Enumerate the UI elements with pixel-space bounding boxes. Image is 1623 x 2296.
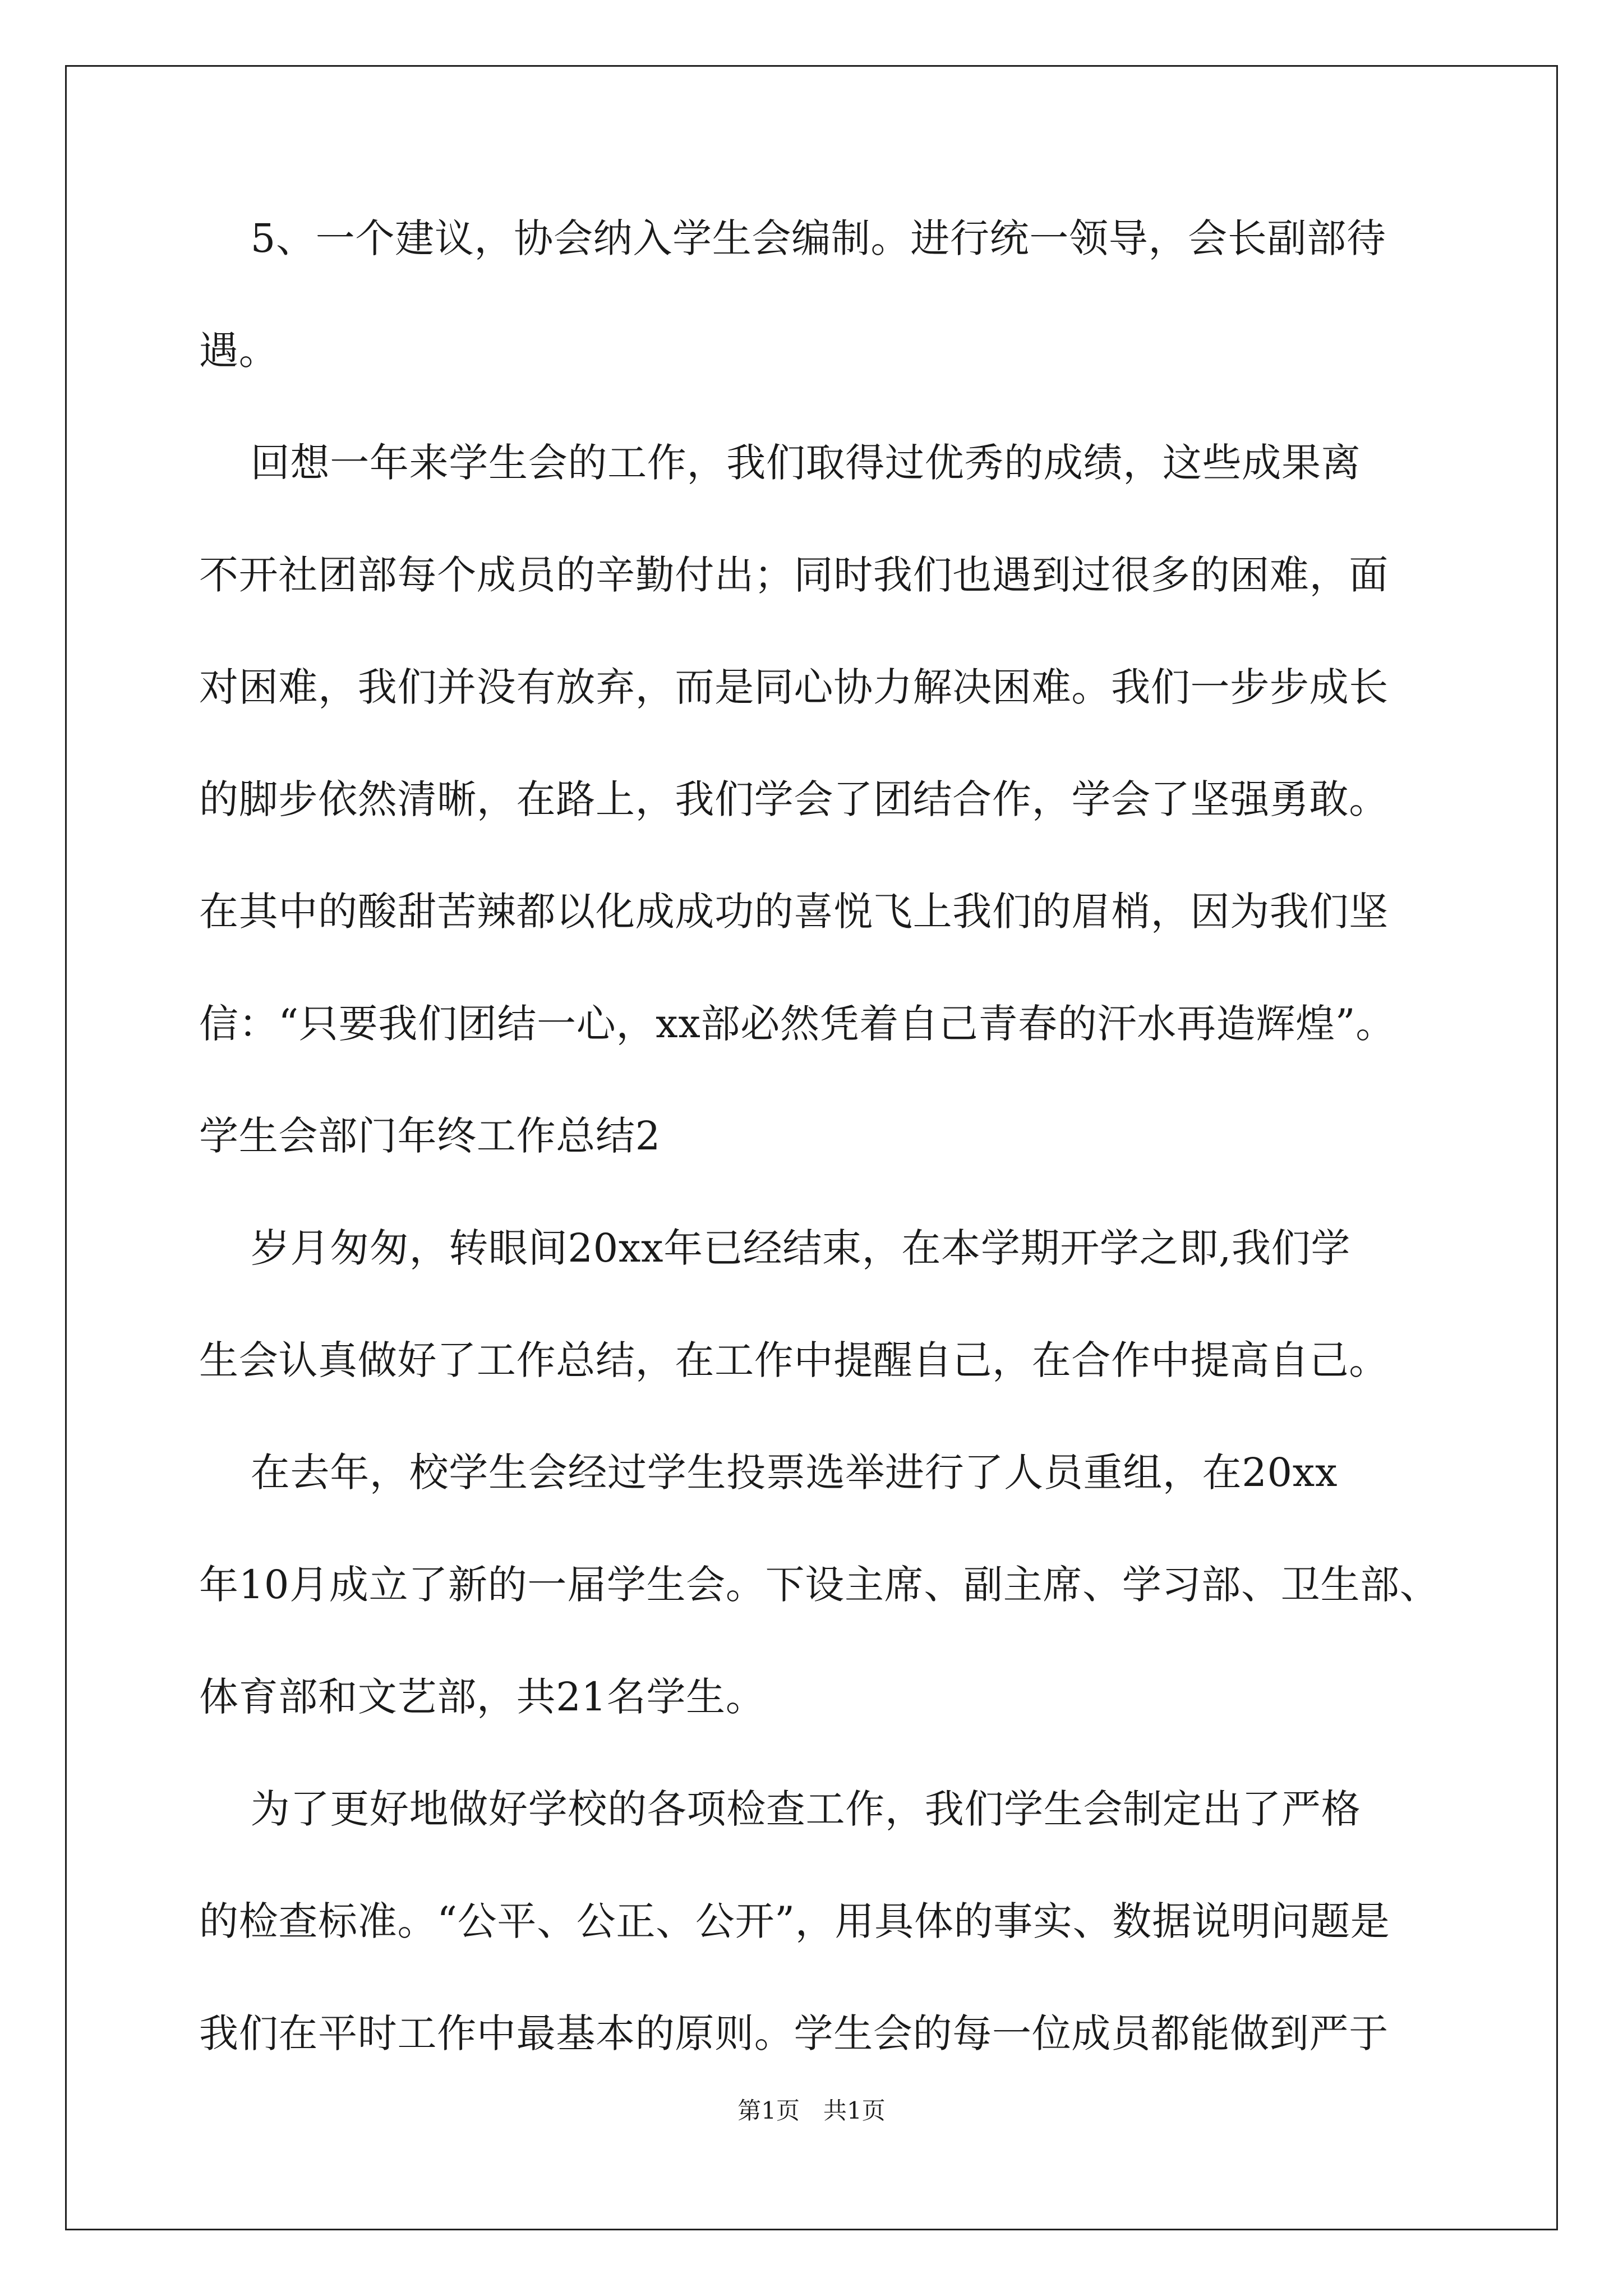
text-line-10: 岁月匆匆，转眼间20xx年已经结束，在本学期开学之即,我们学 — [199, 1225, 1351, 1271]
section-heading: 学生会部门年终工作总结2 — [199, 1113, 661, 1159]
text-line-2: 遇。 — [199, 328, 279, 374]
text-line-11: 生会认真做好了工作总结，在工作中提醒自己，在合作中提高自己。 — [199, 1337, 1389, 1383]
text-line-17: 我们在平时工作中最基本的原则。学生会的每一位成员都能做到严于 — [199, 2010, 1389, 2056]
text-line-16: 的检查标准。“公平、公正、公开”，用具体的事实、数据说明问题是 — [199, 1898, 1390, 1944]
text-line-3: 回想一年来学生会的工作，我们取得过优秀的成绩，这些成果离 — [199, 440, 1361, 486]
text-line-14: 体育部和文艺部，共21名学生。 — [199, 1674, 766, 1720]
text-line-5: 对困难，我们并没有放弃，而是同心协力解决困难。我们一步步成长 — [199, 664, 1389, 710]
text-line-6: 的脚步依然清晰，在路上，我们学会了团结合作，学会了坚强勇敢。 — [199, 776, 1389, 822]
text-line-1: 5、一个建议，协会纳入学生会编制。进行统一领导，会长副部待 — [199, 215, 1386, 261]
text-line-7: 在其中的酸甜苦辣都以化成成功的喜悦飞上我们的眉梢，因为我们坚 — [199, 889, 1389, 935]
page-footer: 第1页 共1页 — [737, 2097, 886, 2124]
text-line-4: 不开社团部每个成员的辛勤付出；同时我们也遇到过很多的困难，面 — [199, 552, 1389, 598]
text-line-13: 年10月成立了新的一届学生会。下设主席、副主席、学习部、卫生部、 — [199, 1562, 1440, 1608]
text-line-15: 为了更好地做好学校的各项检查工作，我们学生会制定出了严格 — [199, 1786, 1361, 1832]
text-line-12: 在去年，校学生会经过学生投票选举进行了人员重组，在20xx — [199, 1450, 1338, 1496]
text-line-8: 信：“只要我们团结一心，xx部必然凭着自己青春的汗水再造辉煌”。 — [199, 1001, 1395, 1047]
